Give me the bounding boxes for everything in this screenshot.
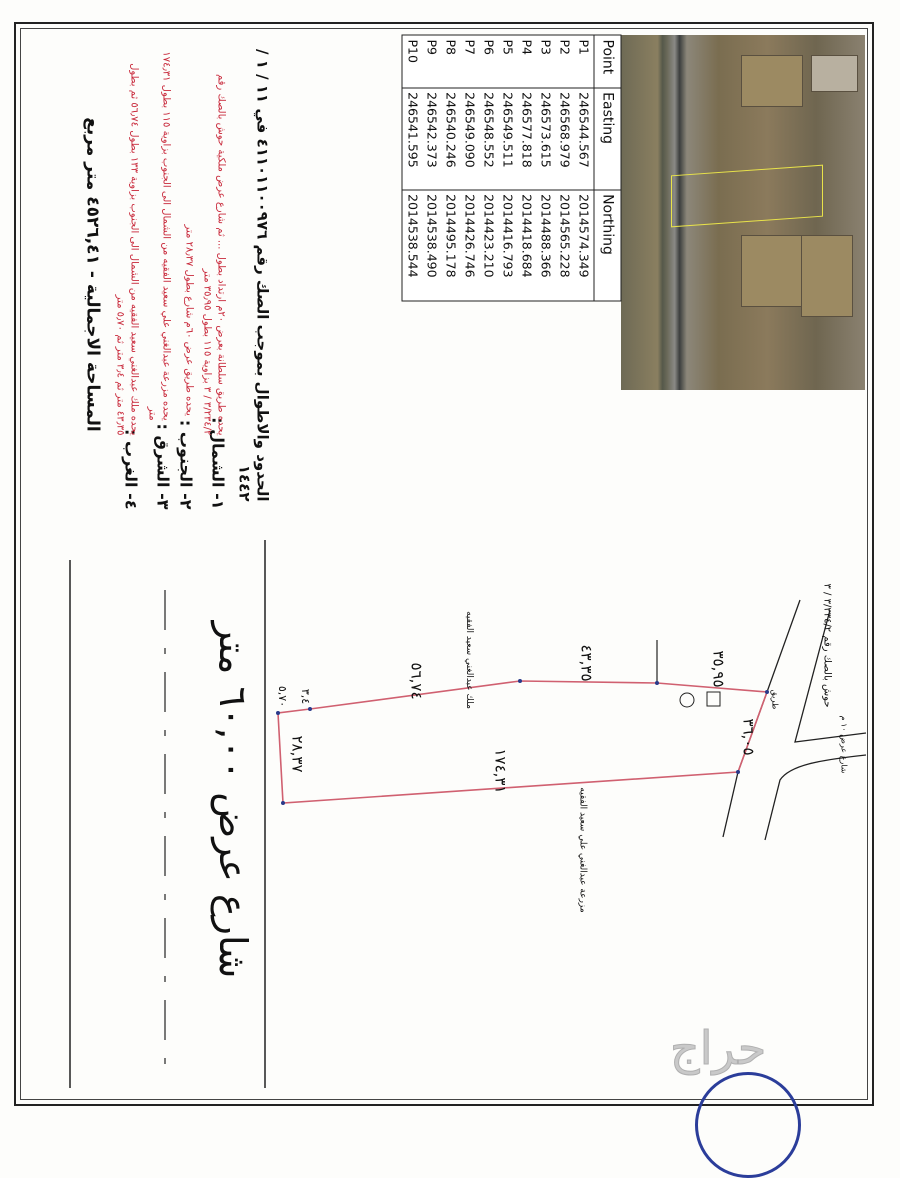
easting-cell: 246548.552 [479,88,498,190]
marker-circle [680,693,694,707]
boundary-label: ٢- الجنوب : [176,419,196,510]
boundary-label: ١- الشمال : [208,417,228,510]
neighbor-label-top: حوش بالصك رقم ٣/٢٣٤/٢ / ٣ [821,583,833,708]
dimension-label: ٤٣,٣٥ [577,644,596,682]
easting-cell: 246549.090 [460,88,479,190]
easting-cell: 246549.511 [498,88,517,190]
point-cell: P5 [500,39,516,55]
point-cell: P8 [443,39,459,55]
point-cell: P6 [481,39,497,55]
corner-point [655,681,659,685]
dimension-label: ١٧٤,٣١ [491,748,510,794]
corner-point [765,690,769,694]
marker-box [707,692,720,706]
northing-cell: 2014574.349 [574,190,594,301]
easting-cell: 246573.615 [536,88,555,190]
table-header: Northing [594,190,621,301]
dimension-label: ٥٦,٧٤ [407,662,426,700]
northing-cell: 2014423.210 [479,190,498,301]
corner-point [276,711,280,715]
easting-cell: 246542.373 [422,88,441,190]
boundary-desc: يحده طريق سلطانة بعرض ٢٠م ارتداد بطول ... ثم شارع عرض ملكية حوش بالصك رقم ٣/٢٣٤/٢ / ٣ بزاوية ١١٥ بطول ٣٥٫٩٥ متر [201,74,227,436]
total-area: المساحة الاجمالية - ٤٥٢٦,٤١ متر مربع [82,117,103,432]
table-header: Point [594,36,621,88]
corner-point [308,707,312,711]
point-cell: P9 [424,39,440,55]
watermark-logo: حراج [670,1021,767,1075]
corner-point [736,770,740,774]
northing-cell: 2014488.366 [536,190,555,301]
northing-cell: 2014426.746 [460,190,479,301]
northing-cell: 2014418.684 [517,190,536,301]
point-cell: P7 [462,39,478,55]
dimension-label: ٣,٤ [299,688,313,705]
corner-point [518,679,522,683]
boundary-desc: يحده طريق عرض ٦٠م شارع بطول ٢٨٫٣٧ متر [183,224,195,416]
point-cell: P4 [519,39,535,55]
point-cell: P3 [538,39,554,55]
dimension-label: ٣٦,٠٥ [739,718,758,756]
easting-cell: 246541.595 [403,88,422,190]
side-street-curve [765,755,866,840]
northing-cell: 2014538.544 [403,190,422,301]
boundary-desc: يحده ملك عبدالغني سعيد الفقيه من الشمال الى الجنوب بزاوية ١٣٣ بطول ٥٦٫٧٤ ثم بطول ٤٣٫٣٥ متر ثم ٣٫٤ متر ثم ٥٫٧٠ متر [114,63,140,436]
dimension-label: ٣٥,٩٥ [709,650,728,688]
boundary-label: ٣- الشرق : [153,423,173,510]
northing-cell: 2014538.490 [422,190,441,301]
boundaries-title: الحدود والاطوال بموجب الصك رقم ٤١١٠١١٠٠٩٧٦ في ١١ / ١ / ١٤٤٢ [235,48,272,502]
corner-point [281,801,285,805]
side-street-line [723,600,800,837]
point-cell: P1 [576,39,592,55]
boundary-label: ٤- الغرب : [121,429,141,510]
northing-cell: 2014416.793 [498,190,517,301]
dimension-label: ٢٨,٣٧ [288,735,307,773]
easting-cell: 246540.246 [441,88,460,190]
boundary-desc: يحده مزرعة عبدالغني علي سعيد الفقيه من الشمال الى الجنوب بزاوية ١١٥ بطول ١٧٤٫٣١ متر [146,51,172,421]
side-street-label: شارع عرض ١٠ م [839,715,849,774]
northing-cell: 2014495.178 [441,190,460,301]
side-street-label: طريق [770,689,780,710]
easting-cell: 246577.818 [517,88,536,190]
neighbor-label-south: مزرعة عبدالغني علي سعيد الفقيه [577,787,588,913]
neighbor-label-north: ملك عبدالغني سعيد الفقيه [463,611,474,709]
northing-cell: 2014565.228 [555,190,574,301]
road-label: شارع عرض ٦٠,٠٠ متر [211,621,255,979]
point-cell: P10 [405,39,421,63]
easting-cell: 246568.979 [555,88,574,190]
easting-cell: 246544.567 [574,88,594,190]
table-header: Easting [594,88,621,190]
dimension-label: ٥,٧٠ [276,685,290,708]
point-cell: P2 [557,39,573,55]
